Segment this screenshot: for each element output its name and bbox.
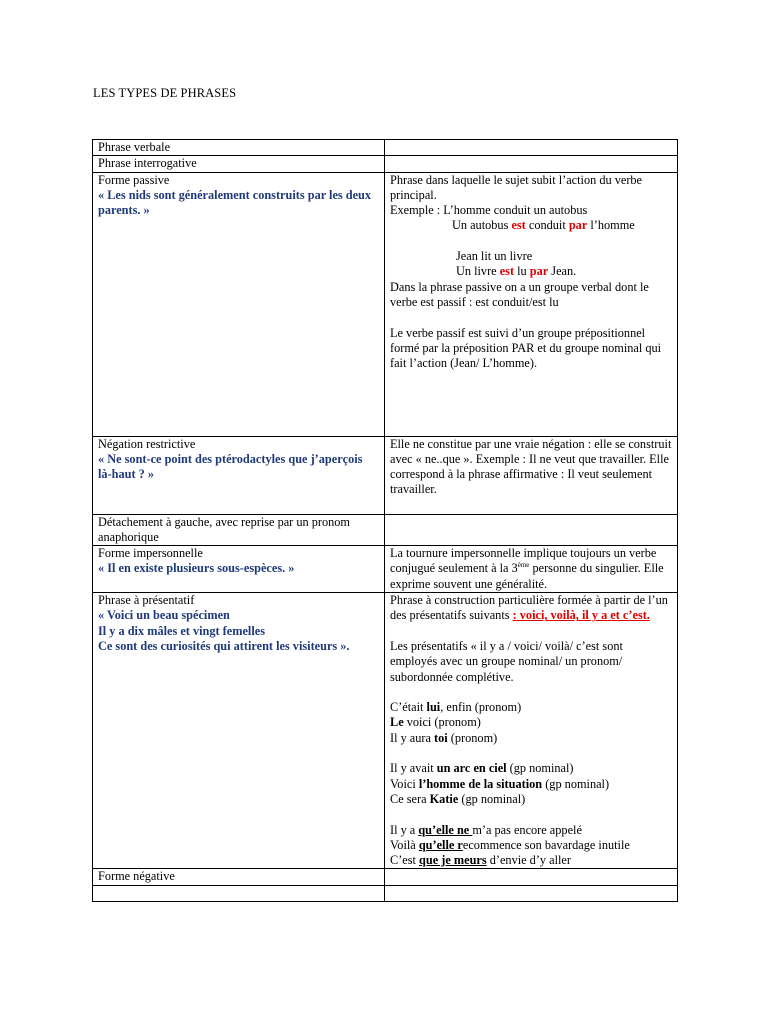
example-line: Le voici (pronom) (390, 715, 481, 730)
cell-label (93, 869, 385, 885)
row-label: Négation restrictive (98, 436, 196, 451)
table-row-empty (93, 885, 678, 901)
table-row-impersonnelle (93, 546, 678, 593)
highlight-par: par (568, 218, 588, 233)
cell-empty (93, 885, 385, 901)
example-active-2: Jean lit un livre (456, 249, 533, 264)
paragraph-par-group: Le verbe passif est suivi d’un groupe prépositionnel formé par la préposition PAR et du groupe nominal qui fait l’action (Jean/ L’homme). (390, 325, 662, 371)
cell-empty (385, 514, 678, 546)
example-line: Voilà qu’elle recommence son bavardage inutile (390, 837, 630, 852)
page-title: LES TYPES DE PHRASES (93, 86, 237, 100)
example-passive-1: Un autobus est conduit par l’homme (452, 218, 635, 233)
row-label: Forme impersonnelle (98, 546, 203, 561)
highlight-est: est (511, 218, 526, 233)
row-example-2: Il y a dix mâles et vingt femelles (98, 623, 266, 638)
cell-label (93, 514, 385, 546)
example-passive-2: Un livre est lu par Jean. (456, 264, 577, 279)
paragraph-usage: Les présentatifs « il y a / voici/ voilà/ c’est sont employés avec un groupe nominal/ un pronom/ subordonnée complétive. (390, 638, 623, 684)
cell-label (93, 156, 385, 172)
cell-empty (385, 140, 678, 156)
row-label: Forme passive (98, 172, 170, 187)
example-line: C’était lui, enfin (pronom) (390, 700, 522, 715)
row-label: Phrase à présentatif (98, 593, 195, 608)
cell-explanation (385, 172, 678, 436)
highlight-est: est (499, 264, 515, 279)
table-row-verbale (93, 140, 678, 156)
cell-empty (385, 869, 678, 885)
table-row-negation (93, 436, 678, 514)
cell-explanation (385, 546, 678, 593)
cell-label (93, 436, 385, 514)
table-row-interrogative (93, 156, 678, 172)
cell-explanation (385, 593, 678, 869)
row-label: Phrase verbale (98, 140, 171, 154)
explanation-text: Elle ne constitue par une vraie négation : elle se construit avec « ne..que ». Exemple : Il ne veut que travailler. Elle correspond à la phrase affirmative : Il veut seulement travailler. (390, 436, 672, 497)
highlight-presentatifs: : voici, voilà, il y a et c’est. (512, 608, 650, 623)
cell-label (93, 546, 385, 593)
example-line: Il y avait un arc en ciel (gp nominal) (390, 761, 574, 776)
table-row-detachement (93, 514, 678, 546)
row-label: Phrase interrogative (98, 156, 197, 171)
cell-label (93, 140, 385, 156)
cell-empty (385, 885, 678, 901)
row-example: « Il en existe plusieurs sous-espèces. » (98, 561, 295, 576)
cell-empty (385, 156, 678, 172)
definition-text: Phrase à construction particulière formée à partir de l’un des présentatifs suivants : voici, voilà, il y a et c’est. (390, 593, 668, 623)
row-example: « Ne sont-ce point des ptérodactyles que j’aperçois là-haut ? » (98, 451, 363, 482)
row-example-1: « Voici un beau spécimen (98, 608, 230, 623)
paragraph-verb-group: Dans la phrase passive on a un groupe verbal dont le verbe est passif : est conduit/est lu (390, 279, 649, 309)
row-example: « Les nids sont généralement construits par les deux parents. » (98, 187, 372, 218)
cell-label (93, 593, 385, 869)
row-example-3: Ce sont des curiosités qui attirent les visiteurs ». (98, 638, 350, 653)
example-line: Il y aura toi (pronom) (390, 730, 498, 745)
highlight-par: par (529, 264, 549, 279)
example-line: Ce sera Katie (gp nominal) (390, 791, 526, 806)
table-row-presentatif (93, 593, 678, 869)
row-label: Détachement à gauche, avec reprise par un pronom anaphorique (98, 514, 350, 544)
explanation-text: La tournure impersonnelle implique toujours un verbe conjugué seulement à la 3ème personne du singulier. Elle exprime souvent une généralité. (390, 546, 664, 591)
example-intro: Exemple : L’homme conduit un autobus (390, 203, 588, 218)
cell-explanation (385, 436, 678, 514)
definition-text: Phrase dans laquelle le sujet subit l’action du verbe principal. (390, 172, 643, 202)
phrase-types-table (92, 139, 678, 902)
table-row-negative (93, 869, 678, 885)
example-line: C’est que je meurs d’envie d’y aller (390, 853, 571, 868)
row-label: Forme négative (98, 869, 175, 884)
table-row-passive (93, 172, 678, 436)
example-line: Voici l’homme de la situation (gp nominal) (390, 776, 610, 791)
cell-label (93, 172, 385, 436)
example-line: Il y a qu’elle ne m’a pas encore appelé (390, 822, 582, 837)
